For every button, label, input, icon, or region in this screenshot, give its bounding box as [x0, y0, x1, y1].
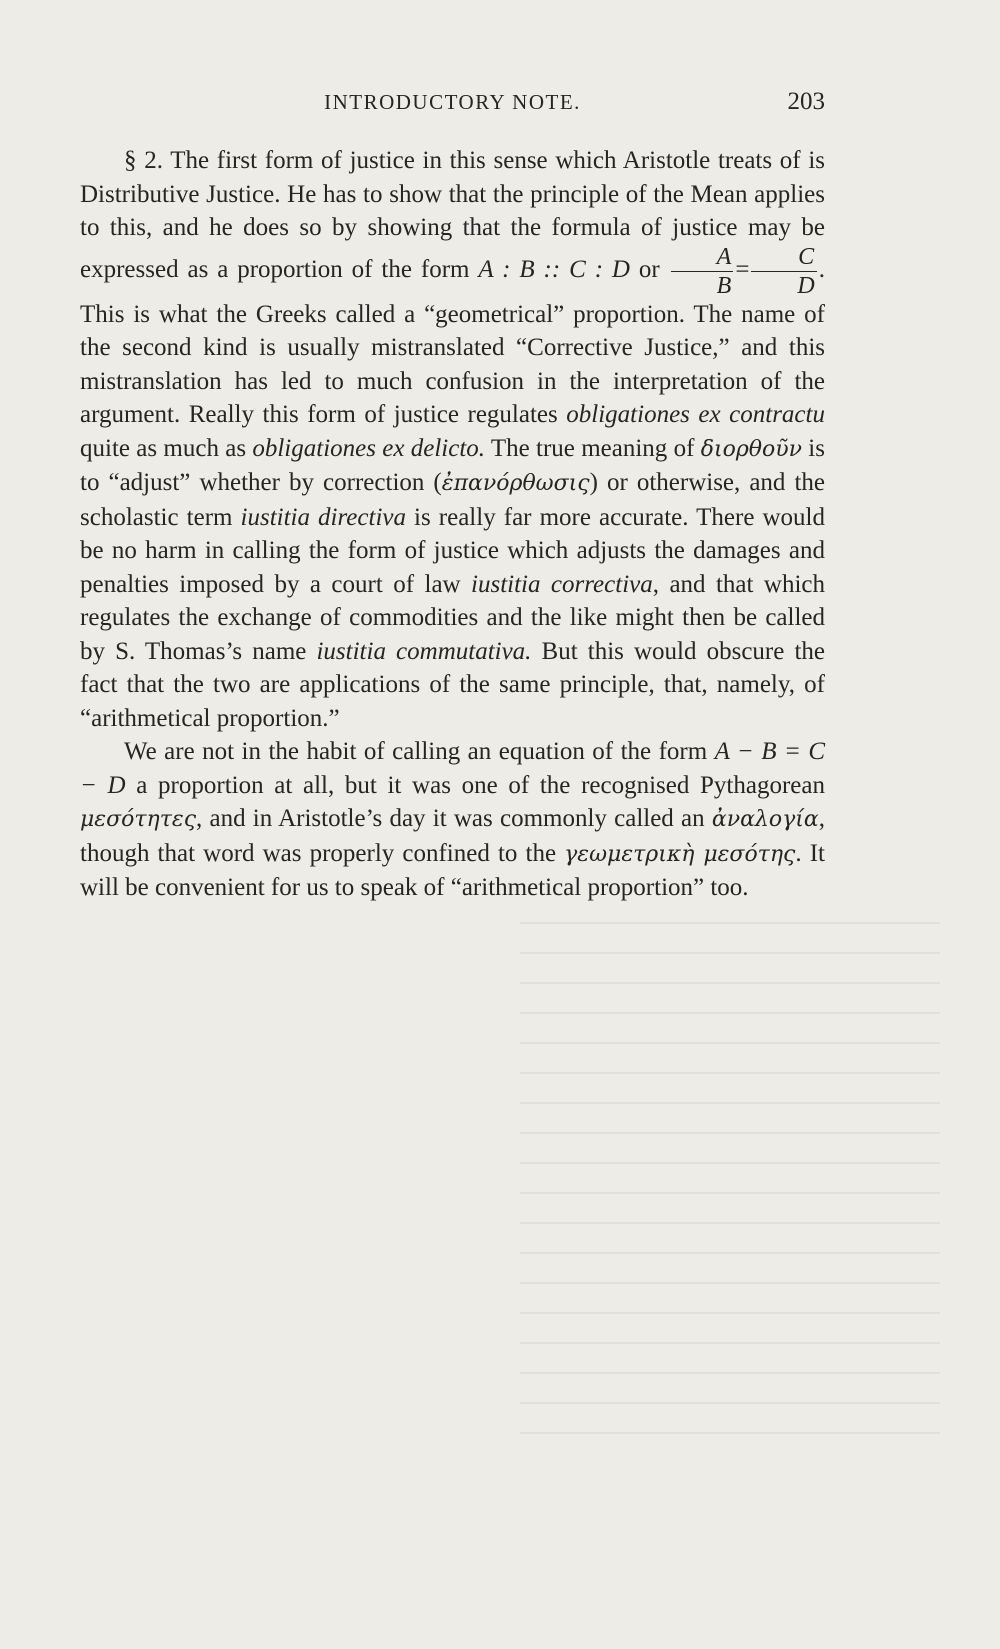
body-text: [80, 144, 825, 905]
p2-greek-2: ἀναλογία: [711, 807, 819, 832]
p1-italic-5: iustitia commutativa.: [316, 637, 532, 665]
p1-italic-4: iustitia correctiva: [471, 570, 653, 598]
page-header: [80, 88, 825, 122]
p2-greek-1: μεσότητες: [80, 807, 197, 832]
p2-text-1: We are not in the habit of calling an equation of the form: [124, 738, 715, 765]
paragraph-2: [80, 735, 825, 905]
p2-text-2: a proportion at all, but it was one of the recognised Pythagorean: [125, 771, 825, 799]
p1-formula-inline: A : B :: C : D: [478, 255, 630, 283]
show-through-bleed: [520, 900, 940, 1460]
p1-text-5: is to “adjust” whether by correction (: [80, 434, 825, 496]
p1-italic-3: iustitia directiva: [240, 503, 406, 531]
p1-italic-2: obligationes ex delicto.: [252, 434, 486, 462]
running-head: INTRODUCTORY NOTE.: [324, 90, 581, 114]
fraction-c-over-d: [751, 245, 816, 298]
p2-greek-3: γεωμετρικὴ μεσότης: [564, 841, 796, 867]
p2-text-5: . It will be convenient for us to speak of “arithmetical proportion” too.: [80, 839, 825, 901]
p2-text-4: , though that word was properly confined to the: [80, 805, 825, 867]
p1-text-2: . This is what the Greeks called a “geometrical” proportion. The name of the second kind is usually mistranslated “Corrective Justice,” and this mistranslation has led to much confusion in the interpretation of the argument. Really this form of justice regulates: [80, 255, 826, 428]
p1-text-3: quite as much as: [80, 434, 253, 462]
fraction-1-denominator: B: [716, 272, 732, 299]
p1-italic-1: obligationes ex contractu: [566, 401, 825, 428]
p1-text-4: The true meaning of: [485, 434, 701, 462]
fraction-a-over-b: [671, 245, 734, 298]
paragraph-1: [80, 144, 825, 735]
equals-sign: =: [735, 255, 750, 283]
page-number: 203: [787, 88, 825, 115]
p1-text-8: , and that which regulates the exchange of commodities and the like might then be called by S. Thomas’s name: [80, 570, 825, 665]
p1-text-9: But this would obscure the fact that the two are applications of the same principle, that, namely, of “arithmetical proportion.”: [80, 637, 825, 732]
fraction-2-denominator: D: [797, 272, 815, 299]
fraction-1-numerator: A: [671, 245, 734, 272]
p2-formula: A − B = C − D: [80, 738, 825, 799]
p1-greek-2: ἐπανόρθωσις: [441, 471, 590, 496]
p1-greek-1: διορθοῦν: [700, 436, 802, 462]
p1-text-7: is really far more accurate. There would be no harm in calling the form of justice which adjusts the damages and penalties imposed by a court of law: [80, 503, 825, 598]
p1-text-6: ) or otherwise, and the scholastic term: [80, 469, 826, 531]
p1-or: or: [629, 255, 669, 283]
p1-text-1: § 2. The first form of justice in this sense which Aristotle treats of is Distributive Justice. He has to show that the principle of the Mean applies to this, and he does so by showing that the formula of justice may be expressed as a proportion of the form: [80, 147, 825, 283]
fraction-2-numerator: C: [751, 245, 816, 272]
p2-text-3: , and in Aristotle’s day it was commonly called an: [196, 805, 712, 832]
